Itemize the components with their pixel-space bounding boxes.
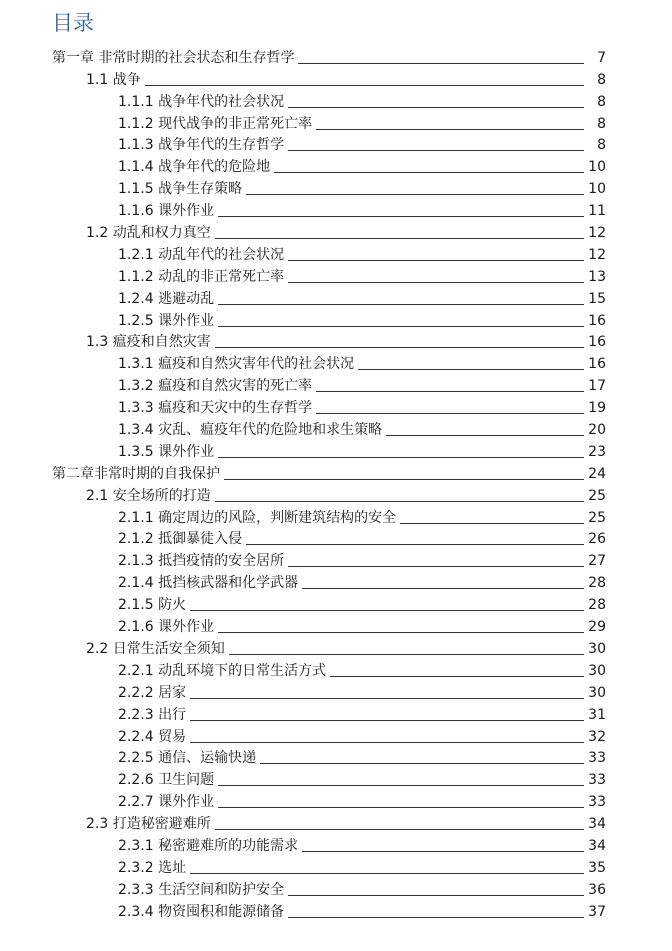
toc-entry-label: 2.1.5 防火 (118, 597, 187, 614)
toc-entry-label: 2.3.1 秘密避难所的功能需求 (118, 837, 299, 854)
toc-leader-line (218, 785, 584, 786)
toc-entry-label: 1.3.1 瘟疫和自然灾害年代的社会状况 (118, 356, 355, 373)
toc-leader-line (298, 63, 584, 64)
toc-entry-page-number: 8 (597, 93, 606, 110)
toc-entry-page-number: 24 (588, 465, 606, 482)
toc-leader-line (330, 676, 584, 677)
toc-leader-line (302, 588, 584, 589)
toc-entry-page-number: 25 (588, 509, 606, 526)
toc-entry[interactable] (0, 812, 672, 834)
toc-entry-page-number: 33 (588, 750, 606, 767)
toc-entry[interactable] (0, 90, 672, 112)
toc-title: 目录 (52, 11, 94, 35)
toc-entry-page-number: 10 (588, 181, 606, 198)
toc-entry-label: 1.1.4 战争年代的危险地 (118, 159, 271, 176)
toc-leader-line (190, 742, 584, 743)
toc-entry-label: 2.3 打造秘密避难所 (86, 816, 211, 833)
toc-entry-label: 1.3.5 课外作业 (118, 443, 215, 460)
toc-entry-page-number: 28 (588, 597, 606, 614)
toc-entry-label: 2.2.1 动乱环境下的日常生活方式 (118, 662, 327, 679)
toc-leader-line (288, 566, 584, 567)
toc-entry-label: 2.3.3 生活空间和防护安全 (118, 881, 285, 898)
toc-entry-label: 1.1.2 现代战争的非正常死亡率 (118, 115, 313, 132)
toc-entry[interactable] (0, 396, 672, 418)
toc-entry-page-number: 7 (597, 49, 606, 66)
toc-entry-page-number: 30 (588, 684, 606, 701)
toc-entry-page-number: 10 (588, 159, 606, 176)
toc-entry[interactable] (0, 571, 672, 593)
toc-entry-page-number: 30 (588, 662, 606, 679)
toc-entry[interactable] (0, 681, 672, 703)
toc-entry-label: 2.1.2 抵御暴徒入侵 (118, 531, 243, 548)
toc-leader-line (288, 150, 584, 151)
toc-leader-line (316, 129, 584, 130)
toc-entry-label: 1.3.2 瘟疫和自然灾害的死亡率 (118, 378, 313, 395)
toc-entry[interactable] (0, 637, 672, 659)
toc-entry-label: 1.1.6 课外作业 (118, 203, 215, 220)
toc-entry-page-number: 33 (588, 772, 606, 789)
toc-entry[interactable] (0, 615, 672, 637)
toc-leader-line (288, 917, 584, 918)
toc-list (0, 46, 672, 922)
toc-entry-label: 第二章非常时期的自我保护 (52, 465, 220, 482)
toc-entry[interactable] (0, 199, 672, 221)
toc-entry-label: 2.2 日常生活安全须知 (86, 640, 225, 657)
toc-entry-page-number: 13 (588, 268, 606, 285)
toc-leader-line (358, 369, 584, 370)
toc-entry[interactable] (0, 659, 672, 681)
toc-entry-label: 2.1.4 抵挡核武器和化学武器 (118, 575, 299, 592)
toc-leader-line (190, 698, 584, 699)
toc-entry-label: 1.2 动乱和权力真空 (86, 225, 211, 242)
toc-entry-page-number: 37 (588, 903, 606, 920)
toc-entry[interactable] (0, 593, 672, 615)
toc-entry-page-number: 16 (588, 334, 606, 351)
toc-leader-line (246, 194, 584, 195)
toc-entry-label: 1.3.3 瘟疫和天灾中的生存哲学 (118, 400, 313, 417)
toc-leader-line (218, 304, 584, 305)
toc-entry-page-number: 32 (588, 728, 606, 745)
toc-leader-line (145, 85, 584, 86)
toc-entry[interactable] (0, 134, 672, 156)
toc-entry[interactable] (0, 878, 672, 900)
toc-entry[interactable] (0, 287, 672, 309)
toc-entry-page-number: 36 (588, 881, 606, 898)
toc-leader-line (190, 720, 584, 721)
toc-entry-page-number: 12 (588, 246, 606, 263)
toc-entry-label: 2.3.4 物资囤积和能源储备 (118, 903, 285, 920)
toc-entry[interactable] (0, 177, 672, 199)
toc-entry-page-number: 8 (597, 71, 606, 88)
toc-entry[interactable] (0, 309, 672, 331)
toc-leader-line (386, 435, 584, 436)
toc-leader-line (316, 391, 584, 392)
toc-entry-page-number: 28 (588, 575, 606, 592)
toc-leader-line (288, 107, 584, 108)
toc-leader-line (302, 851, 584, 852)
toc-leader-line (229, 654, 584, 655)
toc-entry-page-number: 8 (597, 137, 606, 154)
toc-entry-page-number: 23 (588, 443, 606, 460)
toc-entry-label: 1.1.5 战争生存策略 (118, 181, 243, 198)
toc-leader-line (288, 260, 584, 261)
toc-entry[interactable] (0, 221, 672, 243)
toc-entry-label: 2.1 安全场所的打造 (86, 487, 211, 504)
toc-entry-label: 第一章 非常时期的社会状态和生存哲学 (52, 49, 295, 66)
toc-leader-line (215, 829, 584, 830)
toc-leader-line (215, 501, 584, 502)
toc-entry[interactable] (0, 484, 672, 506)
toc-leader-line (215, 238, 584, 239)
toc-leader-line (218, 807, 584, 808)
toc-entry-label: 1.3.4 灾乱、瘟疫年代的危险地和求生策略 (118, 422, 383, 439)
toc-entry-page-number: 11 (588, 203, 606, 220)
toc-entry-page-number: 16 (588, 312, 606, 329)
toc-leader-line (400, 523, 584, 524)
toc-entry-label: 2.2.2 居家 (118, 684, 187, 701)
toc-entry[interactable] (0, 900, 672, 922)
toc-entry-label: 2.2.5 通信、运输快递 (118, 750, 257, 767)
toc-entry-label: 1.1.3 战争年代的生存哲学 (118, 137, 285, 154)
toc-entry[interactable] (0, 46, 672, 68)
toc-entry[interactable] (0, 506, 672, 528)
toc-entry-page-number: 12 (588, 225, 606, 242)
toc-leader-line (224, 479, 584, 480)
toc-leader-line (288, 895, 584, 896)
toc-entry-label: 2.2.4 贸易 (118, 728, 187, 745)
toc-entry-page-number: 27 (588, 553, 606, 570)
toc-entry[interactable] (0, 68, 672, 90)
toc-entry[interactable] (0, 725, 672, 747)
toc-entry-page-number: 31 (588, 706, 606, 723)
toc-entry-label: 1.1 战争 (86, 71, 141, 88)
toc-leader-line (218, 216, 584, 217)
toc-entry-page-number: 15 (588, 290, 606, 307)
toc-entry-label: 1.3 瘟疫和自然灾害 (86, 334, 211, 351)
toc-entry-page-number: 25 (588, 487, 606, 504)
toc-entry-label: 2.2.3 出行 (118, 706, 187, 723)
toc-entry-page-number: 33 (588, 794, 606, 811)
toc-entry-label: 2.3.2 选址 (118, 859, 187, 876)
toc-leader-line (218, 326, 584, 327)
toc-leader-line (190, 610, 584, 611)
toc-entry[interactable] (0, 265, 672, 287)
toc-leader-line (274, 172, 584, 173)
toc-entry-label: 2.1.3 抵挡疫情的安全居所 (118, 553, 285, 570)
toc-entry-page-number: 29 (588, 619, 606, 636)
toc-entry-page-number: 8 (597, 115, 606, 132)
toc-entry[interactable] (0, 528, 672, 550)
toc-entry[interactable] (0, 703, 672, 725)
toc-entry-page-number: 34 (588, 837, 606, 854)
toc-entry-label: 1.1.2 动乱的非正常死亡率 (118, 268, 285, 285)
toc-entry-page-number: 35 (588, 859, 606, 876)
toc-entry-label: 1.2.5 课外作业 (118, 312, 215, 329)
toc-entry[interactable] (0, 856, 672, 878)
toc-entry[interactable] (0, 243, 672, 265)
toc-entry-label: 2.2.7 课外作业 (118, 794, 215, 811)
toc-entry[interactable] (0, 374, 672, 396)
toc-entry[interactable] (0, 462, 672, 484)
toc-entry-page-number: 16 (588, 356, 606, 373)
toc-entry[interactable] (0, 331, 672, 353)
toc-entry[interactable] (0, 747, 672, 769)
toc-entry[interactable] (0, 549, 672, 571)
toc-leader-line (288, 282, 584, 283)
toc-entry[interactable] (0, 834, 672, 856)
toc-entry-label: 1.1.1 战争年代的社会状况 (118, 93, 285, 110)
toc-entry-page-number: 19 (588, 400, 606, 417)
toc-leader-line (218, 457, 584, 458)
toc-entry[interactable] (0, 352, 672, 374)
toc-entry[interactable] (0, 768, 672, 790)
toc-entry-page-number: 20 (588, 422, 606, 439)
toc-leader-line (246, 544, 584, 545)
toc-entry[interactable] (0, 790, 672, 812)
toc-entry-label: 2.2.6 卫生问题 (118, 772, 215, 789)
toc-entry[interactable] (0, 418, 672, 440)
toc-entry-label: 1.2.1 动乱年代的社会状况 (118, 246, 285, 263)
toc-leader-line (316, 413, 584, 414)
toc-entry-label: 1.2.4 逃避动乱 (118, 290, 215, 307)
toc-entry[interactable] (0, 440, 672, 462)
toc-leader-line (260, 763, 584, 764)
toc-leader-line (190, 873, 584, 874)
toc-entry[interactable] (0, 155, 672, 177)
toc-leader-line (218, 632, 584, 633)
toc-entry[interactable] (0, 112, 672, 134)
toc-leader-line (215, 347, 584, 348)
toc-entry-page-number: 26 (588, 531, 606, 548)
toc-entry-page-number: 17 (588, 378, 606, 395)
toc-entry-label: 2.1.6 课外作业 (118, 619, 215, 636)
toc-entry-page-number: 30 (588, 640, 606, 657)
toc-entry-page-number: 34 (588, 816, 606, 833)
toc-entry-label: 2.1.1 确定周边的风险，判断建筑结构的安全 (118, 509, 397, 526)
